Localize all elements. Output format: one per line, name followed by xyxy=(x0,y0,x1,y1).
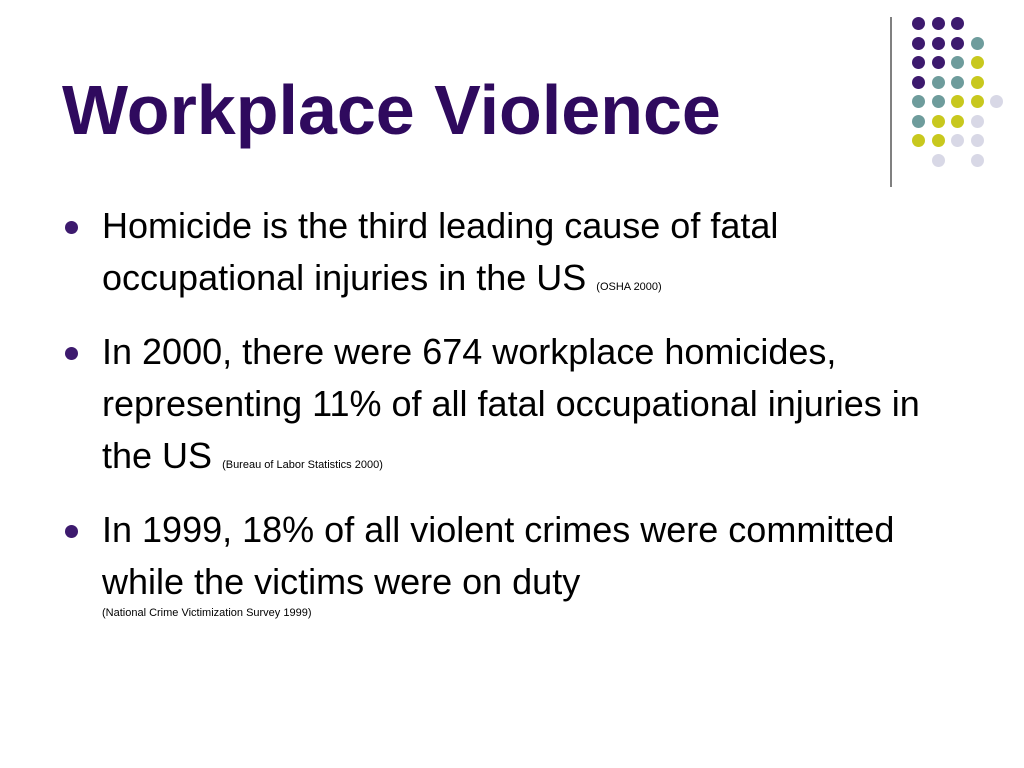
bullet-item xyxy=(62,326,962,482)
decorative-dot xyxy=(951,56,964,69)
decorative-dot xyxy=(932,17,945,30)
decorative-dot xyxy=(912,37,925,50)
decorative-dot xyxy=(951,76,964,89)
bullet-text: Homicide is the third leading cause of fatal occupational injuries in the US xyxy=(102,205,779,298)
decorative-dot xyxy=(912,56,925,69)
bullet-citation: (National Crime Victimization Survey 1999) xyxy=(102,607,312,619)
decorative-dot xyxy=(932,95,945,108)
decorative-dot xyxy=(971,115,984,128)
decorative-dot xyxy=(951,134,964,147)
bullet-text: In 2000, there were 674 workplace homicides, representing 11% of all fatal occupational injuries in the US xyxy=(102,331,920,476)
decorative-dot xyxy=(932,154,945,167)
decorative-dot xyxy=(951,95,964,108)
bullet-text: In 1999, 18% of all violent crimes were committed while the victims were on duty xyxy=(102,509,895,602)
decorative-dot xyxy=(951,115,964,128)
bullet-item xyxy=(62,200,962,304)
decorative-dot xyxy=(971,134,984,147)
bullet-dot-icon xyxy=(65,525,78,538)
decorative-dot xyxy=(932,56,945,69)
decorative-dot xyxy=(912,76,925,89)
decorative-dot xyxy=(932,37,945,50)
decorative-dot xyxy=(990,95,1003,108)
decorative-dot xyxy=(932,76,945,89)
bullet-dot-icon xyxy=(65,347,78,360)
bullet-item xyxy=(62,504,962,620)
decorative-dot xyxy=(971,154,984,167)
decorative-dot xyxy=(971,95,984,108)
bullet-dot-icon xyxy=(65,221,78,234)
decorative-dot xyxy=(932,134,945,147)
bullet-citation: (Bureau of Labor Statistics 2000) xyxy=(222,459,383,471)
decorative-dot xyxy=(971,56,984,69)
bullet-citation: (OSHA 2000) xyxy=(596,281,662,293)
decorative-dot xyxy=(912,134,925,147)
decorative-dot xyxy=(932,115,945,128)
decorative-dot xyxy=(912,17,925,30)
decorative-dot xyxy=(912,115,925,128)
decorative-dot xyxy=(951,17,964,30)
decorative-dot xyxy=(951,37,964,50)
decorative-dot xyxy=(971,76,984,89)
title-divider xyxy=(890,17,892,187)
bullet-list xyxy=(62,200,962,642)
decorative-dot xyxy=(912,95,925,108)
slide-title: Workplace Violence xyxy=(62,71,721,149)
decorative-dot xyxy=(971,37,984,50)
